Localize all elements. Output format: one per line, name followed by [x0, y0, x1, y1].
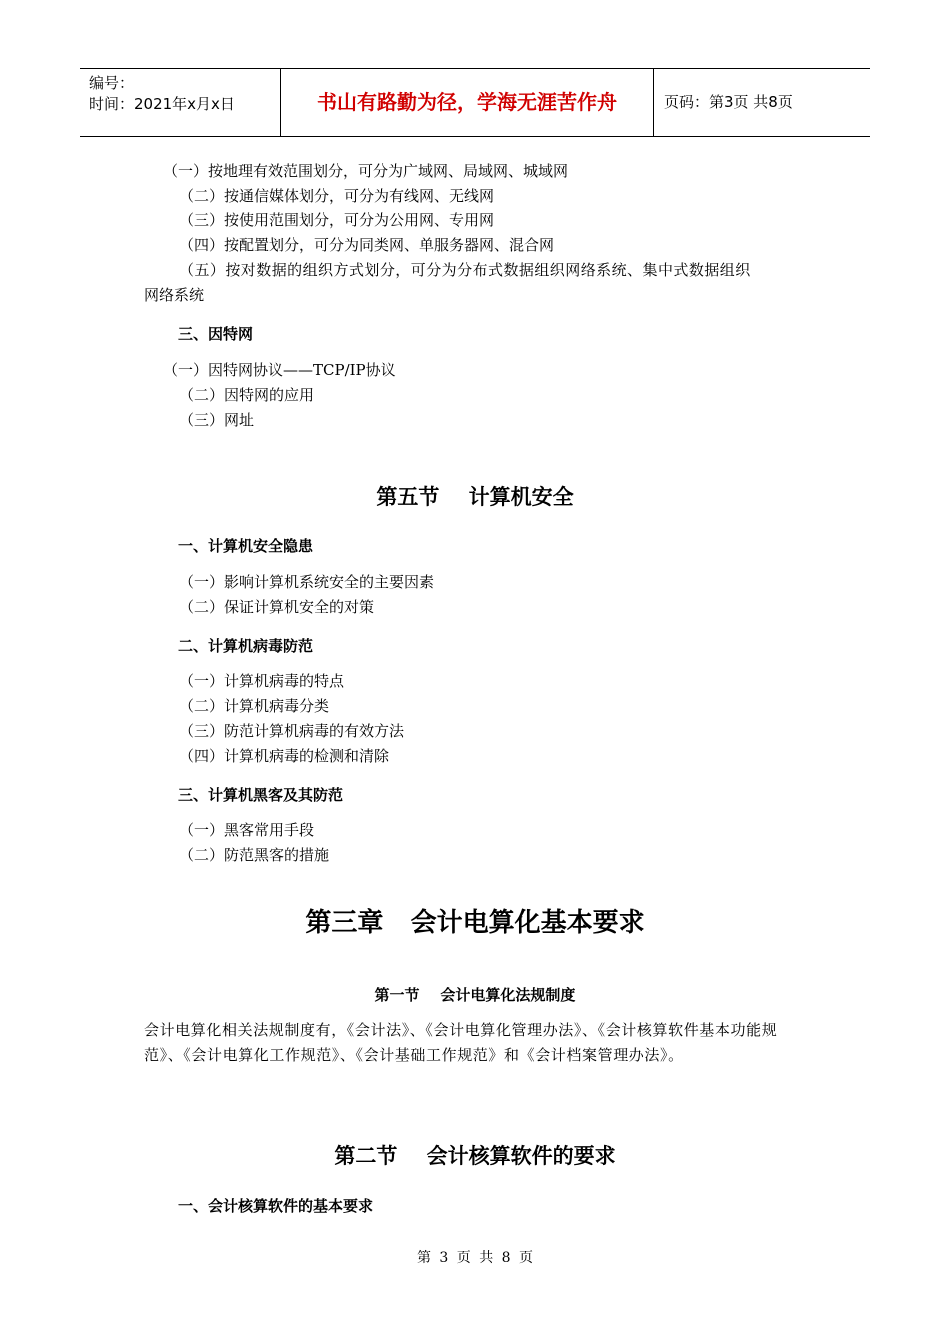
list-item: （一）因特网协议——TCP/IP协议	[163, 361, 396, 379]
list-item: （二）按通信媒体划分，可分为有线网、无线网	[179, 187, 495, 205]
list-item: （一）按地理有效范围划分，可分为广域网、局域网、城域网	[163, 162, 569, 180]
list-item: （五）按对数据的组织方式划分，可分为分布式数据组织网络系统、集中式数据组织	[179, 261, 751, 279]
list-item: （二）计算机病毒分类	[179, 697, 330, 715]
list-item: （一）计算机病毒的特点	[179, 672, 345, 690]
header-meta-cell	[80, 69, 281, 136]
header-motto: 书山有路勤为径，学海无涯苦作舟	[281, 69, 654, 136]
internet-heading: 三、因特网	[178, 325, 254, 343]
page-footer: 第 3 页 共 8 页	[416, 1250, 534, 1266]
chapter-title: 第三章 会计电算化基本要求	[305, 908, 645, 938]
subsection-heading: 三、计算机黑客及其防范	[178, 786, 344, 804]
subsection-heading: 二、计算机病毒防范	[178, 637, 314, 655]
list-item: （二）因特网的应用	[179, 386, 315, 404]
page-header	[80, 68, 870, 137]
section-title: 第五节 计算机安全	[376, 484, 574, 509]
list-item: （四）计算机病毒的检测和清除	[179, 747, 390, 765]
document-time-label: 时间：2021年x月x日	[89, 95, 235, 113]
subsection-heading: 一、计算机安全隐患	[178, 537, 314, 555]
body-paragraph: 会计电算化相关法规制度有，《会计法》、《会计电算化管理办法》、《会计核算软件基本功能规范》、《会计电算化工作规范》、《会计基础工作规范》和《会计档案管理办法》。	[144, 1021, 778, 1064]
section-title: 第一节 会计电算化法规制度	[374, 986, 576, 1004]
list-item: （一）黑客常用手段	[179, 821, 315, 839]
section-title: 第二节 会计核算软件的要求	[334, 1143, 616, 1168]
list-item-continuation: 网络系统	[144, 286, 205, 304]
list-item: （一）影响计算机系统安全的主要因素	[179, 573, 435, 591]
header-page-label: 页码：第3页 共8页	[664, 93, 793, 111]
list-item: （四）按配置划分，可分为同类网、单服务器网、混合网	[179, 236, 555, 254]
list-item: （三）按使用范围划分，可分为公用网、专用网	[179, 211, 495, 229]
list-item: （三）网址	[179, 411, 255, 429]
subsection-heading: 一、会计核算软件的基本要求	[178, 1197, 374, 1215]
document-number-label: 编号：	[89, 74, 135, 92]
list-item: （二）防范黑客的措施	[179, 846, 330, 864]
list-item: （二）保证计算机安全的对策	[179, 598, 375, 616]
list-item: （三）防范计算机病毒的有效方法	[179, 722, 405, 740]
